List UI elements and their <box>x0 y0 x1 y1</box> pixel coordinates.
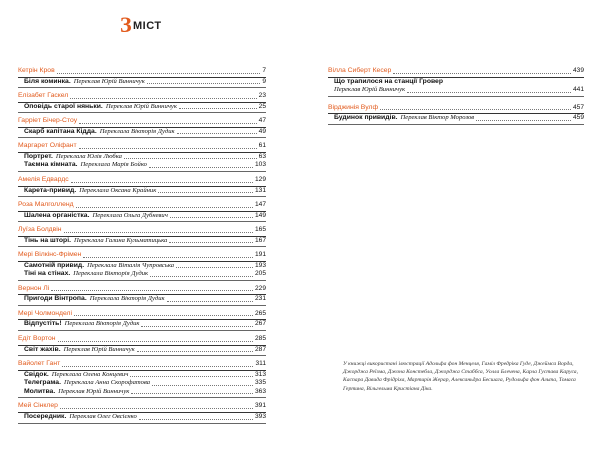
story-translator: Переклав Юрій Винничук <box>58 387 130 395</box>
story-translator: Переклала Олена Концевич <box>51 370 129 378</box>
story-title: Будинок привидів. <box>334 114 398 122</box>
dot-leader <box>51 289 253 291</box>
dot-leader <box>176 266 253 268</box>
dot-leader <box>71 181 253 183</box>
story-title: Пригоди Вінтропа. <box>24 295 87 303</box>
page-number: 191 <box>254 251 266 259</box>
toc-group <box>18 335 266 356</box>
story-translator: Переклала Ольга Дубневич <box>92 211 168 219</box>
toc-group <box>18 201 266 222</box>
story-translator: Переклала Оксана Крайник <box>79 186 157 194</box>
toc-group <box>18 251 266 281</box>
story-translator: Переклала Галина Кульматицька <box>73 236 168 244</box>
toc-author-row <box>18 117 266 126</box>
author-name: Мей Сінклер <box>18 402 58 410</box>
heading-initial: З <box>120 12 132 37</box>
dot-leader <box>57 72 261 74</box>
toc-group <box>328 104 584 125</box>
story-translator: Переклала Марія Бойко <box>80 161 147 169</box>
story-title: Шалена органістка. <box>24 211 90 219</box>
story-title: Відпустіть! <box>24 320 62 328</box>
toc-story-row <box>18 413 266 422</box>
story-translator: Переклав Віктор Морозов <box>400 114 475 122</box>
author-name: Мері Вілкінс-Фрімен <box>18 251 82 259</box>
dot-leader <box>393 72 571 74</box>
dot-leader <box>170 216 253 218</box>
toc-group <box>18 285 266 306</box>
group-divider <box>18 305 266 306</box>
toc-group <box>18 67 266 88</box>
heading-rest: МІСТ <box>133 20 162 32</box>
toc-group <box>18 310 266 331</box>
toc-story-row <box>328 114 584 123</box>
author-name: Вернон Лі <box>18 284 50 292</box>
page-number: 7 <box>262 67 266 74</box>
story-title: Тінь на шторі. <box>24 236 71 244</box>
toc-author-row <box>328 104 584 113</box>
page-number: 287 <box>254 345 266 353</box>
story-title: Скарб капітана Кідда. <box>24 127 97 135</box>
toc-story-row <box>18 161 266 170</box>
toc-story-row <box>18 128 266 137</box>
page-number: 391 <box>254 402 266 410</box>
toc-group <box>18 142 266 172</box>
story-title: Таємна кімната. <box>24 161 78 169</box>
page-number: 205 <box>254 270 266 278</box>
group-divider <box>18 355 266 356</box>
story-translator: Переклав Олег Овсієнко <box>69 412 137 420</box>
story-title: Світ жахів. <box>24 345 61 353</box>
story-title: Телеграма. <box>24 379 61 387</box>
group-divider <box>18 221 266 222</box>
page-number: 229 <box>254 284 266 292</box>
dot-leader <box>79 122 257 124</box>
story-title: Тіні на стінах. <box>24 270 71 278</box>
toc-left-column <box>18 67 266 427</box>
page-number: 439 <box>572 67 584 74</box>
page-number: 9 <box>262 77 266 85</box>
page-number: 393 <box>254 412 266 420</box>
toc-story-row <box>18 212 266 221</box>
toc-author-row <box>18 142 266 151</box>
page-number: 265 <box>254 309 266 317</box>
page-number: 49 <box>258 127 266 135</box>
author-name: Елізабет Гаскел <box>18 92 69 100</box>
toc-group <box>18 176 266 197</box>
dot-leader <box>177 132 257 134</box>
toc-author-row <box>18 67 266 76</box>
toc-author-row <box>18 335 266 344</box>
group-divider <box>18 171 266 172</box>
dot-leader <box>137 350 253 352</box>
toc-story-row <box>18 295 266 304</box>
toc-story-row <box>18 270 266 279</box>
toc-author-row <box>18 201 266 210</box>
dot-leader <box>149 166 253 168</box>
dot-leader <box>79 147 257 149</box>
dot-leader <box>152 384 253 386</box>
author-name: Кетрін Кров <box>18 67 55 74</box>
story-title: Посередник. <box>24 412 67 420</box>
group-divider <box>18 246 266 247</box>
dot-leader <box>62 365 253 367</box>
page-number: 47 <box>258 117 266 125</box>
toc-author-row <box>328 67 584 76</box>
group-divider <box>18 87 266 88</box>
page-number: 457 <box>572 103 584 111</box>
author-name: Гарріет Бічер-Стоу <box>18 117 78 125</box>
story-title: Свідок. <box>24 370 49 378</box>
story-translator: Переклала Віталія Чупровська <box>87 261 175 269</box>
toc-story-row <box>18 103 266 112</box>
story-translator: Переклала Вікторія Дудик <box>89 295 165 303</box>
group-divider <box>18 196 266 197</box>
page-number: 23 <box>258 92 266 100</box>
dot-leader <box>380 108 571 110</box>
toc-author-row <box>18 285 266 294</box>
dot-leader <box>83 256 253 258</box>
author-name: Вайолет Гант <box>18 360 61 368</box>
dot-leader <box>179 107 257 109</box>
story-translator: Переклав Юрій Винничук <box>73 77 145 85</box>
dot-leader <box>139 418 253 420</box>
author-name: Амелія Едвардс <box>18 175 69 183</box>
page-number: 193 <box>254 261 266 269</box>
group-divider <box>18 423 266 424</box>
story-translator: Переклав Юрій Винничук <box>63 345 135 353</box>
toc-story-row <box>18 388 266 397</box>
dot-leader <box>76 206 253 208</box>
illustrations-note: У книжці використані ілюстрації Адольфа фон Менцеля, Гаміл Фредріка Гуде, Джеймса Ворда, Джорджа Реїзма, Джона Констебла, Джорджа Стаббса, Уолла Блечена, Карла Густава Каруса, Каспара Давида Фрідріха, Мартирія Жерар, Алексаньдра Бесшага, Рудольфа фон Альта, Томаса Гертина, Вільгельма Кристіана Діка. <box>343 361 578 392</box>
page-number: 313 <box>254 370 266 378</box>
page-number: 131 <box>254 186 266 194</box>
dot-leader <box>58 340 253 342</box>
author-name: Луїза Болдвін <box>18 226 62 234</box>
dot-leader <box>124 157 257 159</box>
group-divider <box>328 96 584 97</box>
dot-leader <box>131 392 253 394</box>
toc-group <box>18 226 266 247</box>
dot-leader <box>64 231 253 233</box>
story-title: Портрет. <box>24 152 53 160</box>
toc-right-column <box>328 67 584 132</box>
page-number: 103 <box>254 161 266 169</box>
toc-author-row <box>18 402 266 411</box>
toc-author-row <box>18 92 266 101</box>
author-name: Вірджинія Вулф <box>328 103 379 111</box>
toc-group <box>328 67 584 97</box>
page-number: 129 <box>254 175 266 183</box>
toc-story-row <box>18 237 266 246</box>
page-number: 165 <box>254 226 266 234</box>
page-number: 311 <box>255 360 266 368</box>
author-name: Мері Чолмонделі <box>18 309 73 317</box>
author-name: Роза Малголленд <box>18 200 74 208</box>
story-title: Молитва. <box>24 387 56 395</box>
story-translator: Переклала Вікторія Дудик <box>99 127 175 135</box>
dot-leader <box>60 407 253 409</box>
story-translator: Переклала Вікторія Дудик <box>64 320 140 328</box>
story-translator: Переклав Юрій Винничук <box>334 86 406 94</box>
toc-story-row <box>18 346 266 355</box>
dot-leader <box>158 191 253 193</box>
story-title: Самотній привид. <box>24 261 85 269</box>
page-number: 149 <box>254 211 266 219</box>
page-number: 167 <box>254 236 266 244</box>
story-title: Оповідь старої няньки. <box>24 102 103 110</box>
page-number: 441 <box>572 86 584 94</box>
story-translator: Переклала Юлія Любка <box>55 152 122 160</box>
toc-story-row <box>18 379 266 388</box>
dot-leader <box>70 97 256 99</box>
toc-author-row <box>18 251 266 260</box>
toc-group <box>18 92 266 113</box>
story-title: Біля коминка. <box>24 77 71 85</box>
toc-group <box>18 117 266 138</box>
toc-story-row <box>18 320 266 329</box>
page-number: 61 <box>258 142 266 150</box>
group-divider <box>18 397 266 398</box>
group-divider <box>18 112 266 113</box>
story-translator: Переклала Вікторія Дудик <box>73 270 149 278</box>
dot-leader <box>476 119 571 121</box>
author-name: Вілла Сиберт Кесер <box>328 67 392 74</box>
toc-story-row <box>18 187 266 196</box>
dot-leader <box>167 300 253 302</box>
dot-leader <box>147 82 261 84</box>
toc-story-row <box>18 78 266 87</box>
author-name: Едіт Вортон <box>18 334 56 342</box>
story-translator: Переклала Анна Скорофатова <box>63 379 151 387</box>
page-number: 285 <box>254 334 266 342</box>
toc-group <box>18 360 266 398</box>
dot-leader <box>407 91 571 93</box>
toc-author-row <box>18 310 266 319</box>
toc-story-row <box>328 86 584 95</box>
dot-leader <box>130 375 253 377</box>
group-divider <box>18 280 266 281</box>
page-number: 459 <box>572 114 584 122</box>
author-name: Маргарет Оліфант <box>18 142 77 150</box>
page-number: 363 <box>254 387 266 395</box>
page-number: 147 <box>254 200 266 208</box>
story-translator: Переклав Юрій Винничук <box>105 102 177 110</box>
group-divider <box>18 137 266 138</box>
story-title: Карета-привид. <box>24 186 77 194</box>
dot-leader <box>74 314 253 316</box>
group-divider <box>328 124 584 125</box>
toc-story-row <box>18 371 266 380</box>
story-title: Що трапилося на станції Гровер <box>334 77 443 85</box>
page-number: 335 <box>254 379 266 387</box>
dot-leader <box>150 275 253 277</box>
dot-leader <box>141 325 253 327</box>
toc-author-row <box>18 176 266 185</box>
toc-group <box>18 402 266 423</box>
page-number: 25 <box>258 102 266 110</box>
toc-story-row <box>328 78 584 87</box>
toc-author-row <box>18 226 266 235</box>
page-number: 63 <box>258 152 266 160</box>
dot-leader <box>169 241 253 243</box>
page-number: 267 <box>254 320 266 328</box>
toc-author-row <box>18 360 266 369</box>
page-number: 231 <box>254 295 266 303</box>
group-divider <box>18 330 266 331</box>
